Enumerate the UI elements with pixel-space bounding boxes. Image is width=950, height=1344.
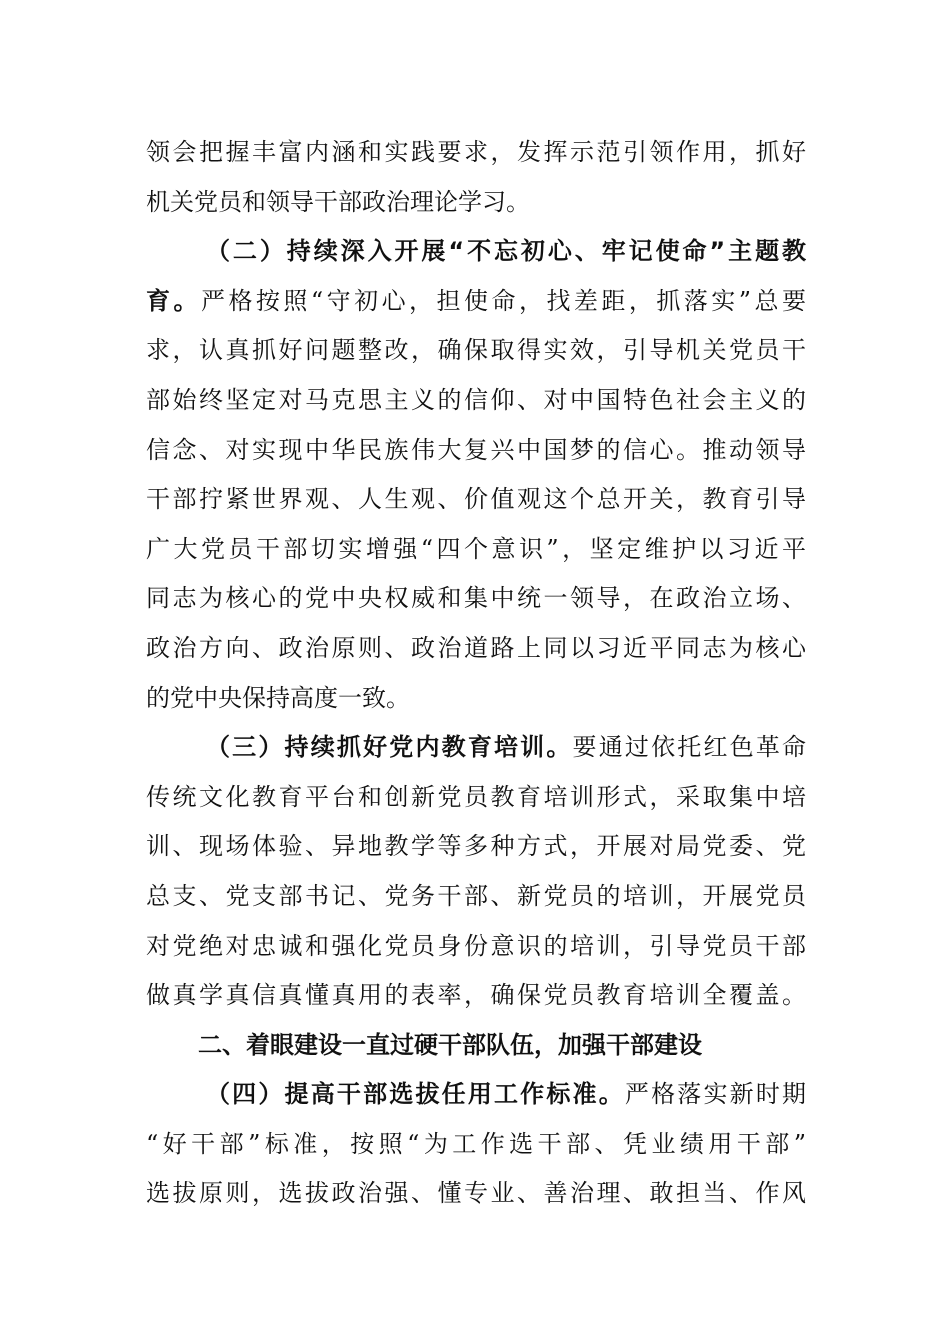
text-line: 求，认真抓好问题整改，确保取得实效，引导机关党员干 — [146, 336, 806, 365]
text-line: 领会把握丰富内涵和实践要求，发挥示范引领作用，抓好 — [146, 138, 806, 166]
text-line: 广大党员干部切实增强“四个意识”，坚定维护以习近平 — [146, 534, 806, 563]
text-line — [146, 1070, 806, 1120]
text-line: 同志为核心的党中央权威和集中统一领导，在政治立场、 — [146, 584, 806, 613]
text-line: 信念、对实现中华民族伟大复兴中国梦的信心。推动领导 — [146, 435, 806, 464]
text-line: 总支、党支部书记、党务干部、新党员的培训，开展党员 — [146, 881, 806, 910]
text-segment: 要通过依托红色革命 — [572, 733, 807, 762]
text-line: 训、现场体验、异地教学等多种方式，开展对局党委、党 — [146, 832, 806, 861]
text-line: 政治方向、政治原则、政治道路上同以习近平同志为核心 — [146, 633, 806, 662]
text-segment: 严格按照“守初心，担使命，找差距，抓落实”总要 — [200, 286, 807, 315]
text-line: 选拔原则，选拔政治强、懂专业、善治理、敢担当、作风 — [146, 1179, 806, 1208]
document-body — [146, 128, 806, 1219]
heading-continuation: 育。 — [146, 286, 201, 315]
text-line: “好干部”标准，按照“为工作选干部、凭业绩用干部” — [146, 1129, 806, 1158]
text-line — [146, 723, 806, 773]
text-line: 对党绝对忠诚和强化党员身份意识的培训，引导党员干部 — [146, 931, 806, 960]
text-line: 干部拧紧世界观、人生观、价值观这个总开关，教育引导 — [146, 485, 806, 514]
text-line — [146, 277, 806, 327]
text-line: 的党中央保持高度一致。 — [146, 683, 410, 712]
text-line: 做真学真信真懂真用的表率，确保党员教育培训全覆盖。 — [146, 981, 806, 1010]
section-heading-4: （四）提高干部选拔任用工作标准。 — [206, 1080, 625, 1109]
text-segment: 严格落实新时期 — [624, 1080, 807, 1109]
section-heading-3: （三）持续抓好党内教育培训。 — [206, 733, 573, 762]
text-line: 传统文化教育平台和创新党员教育培训形式，采取集中培 — [146, 782, 806, 811]
section-heading-2: （二）持续深入开展“不忘初心、牢记使命”主题教 — [206, 237, 806, 266]
chapter-heading: 二、着眼建设一直过硬干部队伍，加强干部建设 — [198, 1030, 702, 1059]
text-line: 部始终坚定对马克思主义的信仰、对中国特色社会主义的 — [146, 385, 806, 414]
text-line: 机关党员和领导干部政治理论学习。 — [146, 187, 530, 216]
